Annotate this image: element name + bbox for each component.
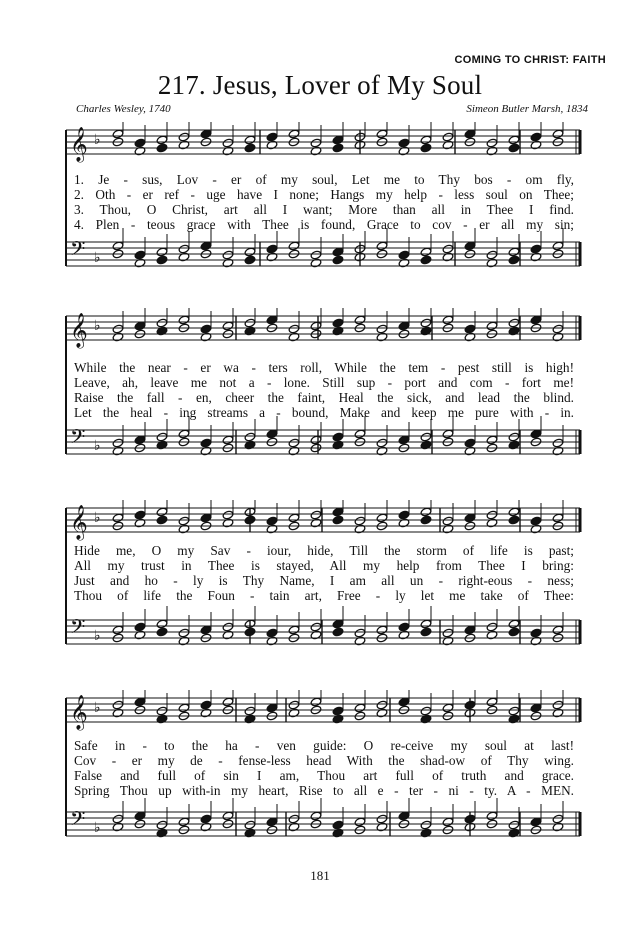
note-head: [178, 703, 190, 713]
note-head: [508, 627, 520, 637]
note-head: [310, 321, 322, 331]
note-head: [244, 706, 256, 716]
note-head: [420, 706, 432, 716]
note-head: [156, 318, 168, 328]
note-head: [442, 703, 454, 713]
section-heading: COMING TO CHRIST: FAITH: [454, 54, 606, 66]
note-head: [266, 703, 278, 713]
treble-clef-icon: 𝄞: [70, 127, 88, 162]
bass-staff: [66, 416, 580, 456]
note-head: [288, 438, 300, 448]
note-head: [332, 247, 344, 257]
note-head: [266, 628, 278, 638]
note-head: [222, 138, 234, 148]
note-head: [530, 244, 542, 254]
key-signature-flat-icon: ♭: [94, 250, 101, 266]
key-signature-flat-icon: ♭: [94, 438, 101, 454]
note-head: [508, 247, 520, 257]
lyric-line: Just and ho - ly is Thy Name, I am all un - right-eous - ness;: [74, 573, 574, 588]
note-head: [178, 132, 190, 142]
note-head: [442, 516, 454, 526]
note-head: [486, 250, 498, 260]
note-head: [112, 324, 124, 334]
note-head: [552, 438, 564, 448]
note-head: [200, 814, 212, 824]
note-head: [156, 507, 168, 517]
note-head: [420, 507, 432, 517]
note-head: [288, 700, 300, 710]
bass-clef-icon: 𝄢: [70, 615, 86, 643]
note-head: [244, 318, 256, 328]
note-head: [178, 516, 190, 526]
note-head: [420, 820, 432, 830]
note-head: [266, 516, 278, 526]
note-head: [552, 241, 564, 251]
note-head: [332, 507, 344, 517]
note-head: [244, 143, 256, 153]
bass-staff: [66, 228, 580, 268]
note-head: [156, 432, 168, 442]
note-head: [310, 138, 322, 148]
note-head: [156, 706, 168, 716]
note-head: [552, 700, 564, 710]
treble-staff: [66, 308, 580, 349]
note-head: [464, 241, 476, 251]
note-head: [310, 250, 322, 260]
note-head: [376, 700, 388, 710]
lyric-line: False and full of sin I am, Thou art full of truth and grace.: [74, 768, 574, 783]
note-head: [420, 255, 432, 265]
note-head: [420, 135, 432, 145]
lyrics-block: [74, 738, 574, 798]
lyric-line: 4. Plen - teous grace with Thee is found, Grace to cov - er all my sin;: [74, 217, 574, 232]
lyrics-block: [74, 360, 574, 420]
note-head: [200, 625, 212, 635]
music-system-3: [60, 500, 586, 660]
note-head: [332, 706, 344, 716]
lyrics-block: [74, 172, 574, 232]
note-head: [354, 817, 366, 827]
key-signature-flat-icon: ♭: [94, 820, 101, 836]
note-head: [464, 129, 476, 139]
note-head: [288, 814, 300, 824]
note-head: [376, 513, 388, 523]
note-head: [376, 129, 388, 139]
note-head: [442, 628, 454, 638]
key-signature-flat-icon: ♭: [94, 132, 101, 148]
note-head: [134, 435, 146, 445]
note-head: [530, 516, 542, 526]
key-signature-flat-icon: ♭: [94, 510, 101, 526]
note-head: [354, 516, 366, 526]
treble-staff: [66, 122, 580, 163]
note-head: [530, 132, 542, 142]
note-head: [530, 429, 542, 439]
note-head: [178, 244, 190, 254]
note-head: [332, 619, 344, 629]
note-head: [200, 700, 212, 710]
note-head: [332, 143, 344, 153]
note-head: [200, 129, 212, 139]
bass-clef-icon: 𝄢: [70, 807, 86, 835]
note-head: [376, 814, 388, 824]
lyric-line: 2. Oth - er ref - uge have I none; Hangs my help - less soul on Thee;: [74, 187, 574, 202]
note-head: [178, 429, 190, 439]
note-head: [156, 619, 168, 629]
note-head: [332, 515, 344, 525]
note-head: [288, 324, 300, 334]
note-head: [530, 628, 542, 638]
note-head: [222, 250, 234, 260]
note-head: [398, 510, 410, 520]
note-head: [156, 515, 168, 525]
note-head: [134, 138, 146, 148]
note-head: [112, 241, 124, 251]
note-head: [486, 622, 498, 632]
treble-clef-icon: 𝄞: [70, 313, 88, 348]
note-head: [420, 432, 432, 442]
lyric-line: Cov - er my de - fense-less head With the shad-ow of Thy wing.: [74, 753, 574, 768]
note-head: [442, 429, 454, 439]
note-head: [200, 241, 212, 251]
note-head: [266, 244, 278, 254]
note-head: [398, 138, 410, 148]
note-head: [244, 432, 256, 442]
note-head: [178, 817, 190, 827]
note-head: [508, 619, 520, 629]
key-signature-flat-icon: ♭: [94, 318, 101, 334]
note-head: [200, 438, 212, 448]
note-head: [486, 811, 498, 821]
note-head: [288, 129, 300, 139]
note-head: [398, 321, 410, 331]
note-head: [420, 619, 432, 629]
note-head: [178, 315, 190, 325]
note-head: [442, 132, 454, 142]
note-head: [486, 138, 498, 148]
composer-credit: Simeon Butler Marsh, 1834: [466, 103, 588, 115]
page-number: 181: [310, 868, 330, 883]
note-head: [266, 132, 278, 142]
note-head: [552, 324, 564, 334]
note-head: [266, 429, 278, 439]
note-head: [112, 438, 124, 448]
note-head: [464, 324, 476, 334]
note-head: [332, 135, 344, 145]
note-head: [398, 697, 410, 707]
note-head: [420, 318, 432, 328]
note-head: [266, 315, 278, 325]
note-head: [288, 625, 300, 635]
note-head: [310, 697, 322, 707]
key-signature-flat-icon: ♭: [94, 628, 101, 644]
note-head: [508, 143, 520, 153]
note-head: [530, 817, 542, 827]
note-head: [376, 241, 388, 251]
note-head: [244, 247, 256, 257]
note-head: [200, 513, 212, 523]
treble-staff: [66, 500, 580, 541]
note-head: [266, 817, 278, 827]
note-head: [222, 510, 234, 520]
music-system-2: [60, 308, 586, 468]
note-head: [134, 622, 146, 632]
note-head: [420, 515, 432, 525]
note-head: [156, 135, 168, 145]
treble-clef-icon: 𝄞: [70, 695, 88, 730]
lyric-line: Let the heal - ing streams a - bound, Make and keep me pure with - in.: [74, 405, 574, 420]
lyric-line: Raise the fall - en, cheer the faint, Heal the sick, and lead the blind.: [74, 390, 574, 405]
note-head: [420, 143, 432, 153]
note-head: [112, 129, 124, 139]
bass-staff: [66, 606, 580, 646]
note-head: [112, 513, 124, 523]
lyric-line: Hide me, O my Sav - iour, hide, Till the storm of life is past;: [74, 543, 574, 558]
note-head: [156, 247, 168, 257]
note-head: [376, 324, 388, 334]
note-head: [222, 435, 234, 445]
lyric-line: While the near - er wa - ters roll, While the tem - pest still is high!: [74, 360, 574, 375]
author-credit: Charles Wesley, 1740: [76, 103, 171, 115]
note-head: [354, 315, 366, 325]
note-head: [288, 513, 300, 523]
bass-clef-icon: 𝄢: [70, 237, 86, 265]
note-head: [464, 513, 476, 523]
note-head: [552, 513, 564, 523]
note-head: [222, 622, 234, 632]
note-head: [244, 135, 256, 145]
note-head: [134, 811, 146, 821]
note-head: [552, 814, 564, 824]
note-head: [244, 820, 256, 830]
note-head: [398, 811, 410, 821]
note-head: [134, 321, 146, 331]
note-head: [508, 820, 520, 830]
lyric-line: All my trust in Thee is stayed, All my help from Thee I bring:: [74, 558, 574, 573]
note-head: [486, 697, 498, 707]
note-head: [354, 429, 366, 439]
note-head: [222, 811, 234, 821]
note-head: [376, 438, 388, 448]
note-head: [508, 706, 520, 716]
note-head: [530, 703, 542, 713]
note-head: [134, 697, 146, 707]
music-system-1: [60, 122, 586, 282]
note-head: [486, 510, 498, 520]
note-head: [178, 628, 190, 638]
note-head: [112, 625, 124, 635]
note-head: [288, 241, 300, 251]
note-head: [508, 432, 520, 442]
note-head: [508, 507, 520, 517]
bass-staff: [66, 798, 580, 838]
music-system-4: [60, 690, 586, 850]
note-head: [112, 814, 124, 824]
note-head: [508, 515, 520, 525]
note-head: [354, 628, 366, 638]
note-head: [222, 697, 234, 707]
note-head: [376, 625, 388, 635]
note-head: [530, 315, 542, 325]
note-head: [420, 247, 432, 257]
note-head: [442, 244, 454, 254]
note-head: [332, 627, 344, 637]
note-head: [222, 321, 234, 331]
hymn-title: 217. Jesus, Lover of My Soul: [157, 70, 483, 100]
note-head: [156, 143, 168, 153]
note-head: [332, 432, 344, 442]
note-head: [398, 622, 410, 632]
note-head: [508, 255, 520, 265]
key-signature-flat-icon: ♭: [94, 700, 101, 716]
note-head: [486, 321, 498, 331]
note-head: [420, 627, 432, 637]
note-head: [552, 625, 564, 635]
lyric-line: Thou of life the Foun - tain art, Free - ly let me take of Thee:: [74, 588, 574, 603]
note-head: [486, 435, 498, 445]
note-head: [508, 135, 520, 145]
lyric-line: Safe in - to the ha - ven guide: O re-ceive my soul at last!: [74, 738, 574, 753]
note-head: [552, 129, 564, 139]
note-head: [508, 318, 520, 328]
note-head: [464, 438, 476, 448]
note-head: [156, 627, 168, 637]
note-head: [310, 811, 322, 821]
note-head: [134, 510, 146, 520]
lyric-line: Leave, ah, leave me not a - lone. Still sup - port and com - fort me!: [74, 375, 574, 390]
note-head: [398, 250, 410, 260]
note-head: [332, 255, 344, 265]
note-head: [156, 255, 168, 265]
note-head: [310, 622, 322, 632]
note-head: [310, 510, 322, 520]
note-head: [112, 700, 124, 710]
note-head: [354, 703, 366, 713]
note-head: [332, 318, 344, 328]
treble-clef-icon: 𝄞: [70, 505, 88, 540]
note-head: [442, 315, 454, 325]
lyric-line: Spring Thou up with-in my heart, Rise to all e - ter - ni - ty. A - MEN.: [74, 783, 574, 798]
bass-clef-icon: 𝄢: [70, 425, 86, 453]
lyric-line: 1. Je - sus, Lov - er of my soul, Let me to Thy bos - om fly,: [74, 172, 574, 187]
note-head: [332, 820, 344, 830]
note-head: [244, 255, 256, 265]
lyrics-block: [74, 543, 574, 603]
treble-staff: [66, 690, 580, 731]
note-head: [156, 820, 168, 830]
note-head: [310, 435, 322, 445]
note-head: [398, 435, 410, 445]
note-head: [442, 817, 454, 827]
note-head: [134, 250, 146, 260]
note-head: [200, 324, 212, 334]
lyric-line: 3. Thou, O Christ, art all I want; More than all in Thee I find.: [74, 202, 574, 217]
note-head: [464, 625, 476, 635]
